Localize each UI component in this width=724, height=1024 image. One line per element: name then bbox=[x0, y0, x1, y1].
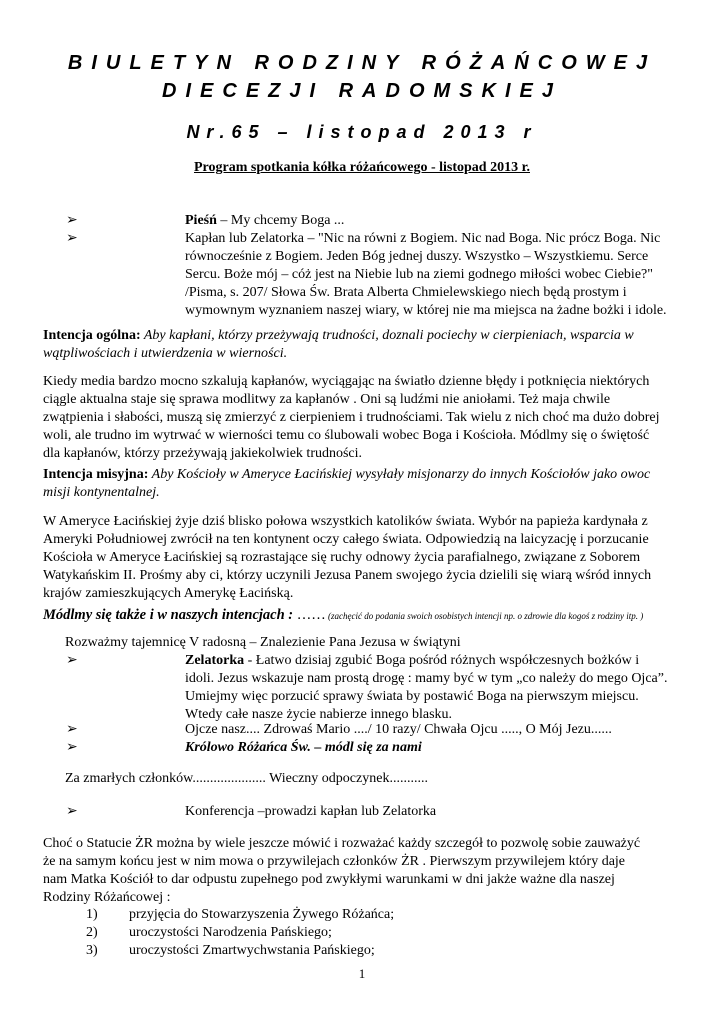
paragraph-line: nam Matka Kościół to dar odpustu zupełnego pod zwykłymi warunkami w dni jakże ważne dla naszej bbox=[43, 872, 615, 887]
zelatorka-block bbox=[185, 652, 695, 724]
list-number: 1) bbox=[86, 907, 98, 922]
mission-intention bbox=[43, 466, 688, 502]
mission-intention-text: Aby Kościoły w Ameryce Łacińskiej wysyłały misjonarzy do innych Kościołów jako owoc bbox=[148, 467, 651, 482]
own-intentions-note: (zachęcić do podania swoich osobistych intencji np. o zdrowie dla kogoś z rodziny itp. ) bbox=[325, 611, 644, 621]
reading-line: wymownym wyznaniem naszej wiary, w której nie ma miejsca na żadne bożki i idole. bbox=[185, 303, 667, 318]
statute-paragraph bbox=[43, 835, 688, 907]
bullet-arrow-icon: ➢ bbox=[66, 722, 78, 737]
own-intentions bbox=[43, 606, 688, 625]
paragraph-line: Watykańskim II. Prośmy aby ci, którzy uczynili Jezusa Panem swojego życia dzielili się wiarą wśród innych bbox=[43, 568, 652, 583]
zelatorka-text: - Łatwo dzisiaj zgubić Boga pośród różnych współczesnych bożków i bbox=[244, 653, 640, 668]
deceased-line: Za zmarłych członków..................... Wieczny odpoczynek........... bbox=[65, 771, 428, 786]
paragraph-line: woli, ale trudno im wytrwać w wierności temu co ślubowali wobec Boga i Kościoła. Módlmy się o świętość bbox=[43, 428, 650, 443]
reading-block bbox=[185, 230, 695, 320]
song-line bbox=[185, 212, 344, 230]
conference-line: Konferencja –prowadzi kapłan lub Zelatorka bbox=[185, 804, 437, 819]
list-item: przyjęcia do Stowarzyszenia Żywego Różańca; bbox=[129, 907, 395, 922]
bulletin-title-line1: BIULETYN RODZINY RÓŻAŃCOWEJ bbox=[67, 52, 657, 74]
reading-line: Sercu. Boże mój – cóż jest na Niebie lub na ziemi godnego miłości wobec Ciebie?" bbox=[185, 267, 653, 282]
zelatorka-line: idoli. Jezus wskazuje nam prostą drogę : mamy być w tym „co należy do mego Ojca”. bbox=[185, 671, 668, 686]
bullet-arrow-icon: ➢ bbox=[66, 213, 78, 228]
reading-line: Kapłan lub Zelatorka – "Nic na równi z Bogiem. Nic nad Boga. Nic prócz Boga. Nic bbox=[185, 231, 661, 246]
paragraph-line: Choć o Statucie ŻR można by wiele jeszcze mówić i rozważać każdy szczegół to pozwolę sobie zauważyć bbox=[43, 836, 641, 851]
list-number: 2) bbox=[86, 925, 98, 940]
mission-intention-text-cont: misji kontynentalnej. bbox=[43, 485, 160, 500]
song-label: Pieśń bbox=[185, 213, 217, 228]
own-intentions-label: Módlmy się także i w naszych intencjach : bbox=[43, 607, 297, 623]
paragraph-line: Rodziny Różańcowej : bbox=[43, 890, 171, 905]
general-intention-text-cont: wątpliwościach i utwierdzenia w wierności. bbox=[43, 346, 288, 361]
paragraph-line: Kiedy media bardzo mocno szkalują kapłanów, wyciągając na światło dzienne błędy i potknięcia niektórych bbox=[43, 374, 650, 389]
general-intention-label: Intencja ogólna: bbox=[43, 328, 141, 343]
paragraph-line: krajów zamieszkujących Amerykę Łacińską. bbox=[43, 586, 294, 601]
mystery-intro: Rozważmy tajemnicę V radosną – Znalezienie Pana Jezusa w świątyni bbox=[65, 635, 461, 650]
zelatorka-line: Umiejmy więc porzucić sprawy świata by postawić Boga na pierwszym miejscu. bbox=[185, 689, 639, 704]
prayers-line: Ojcze nasz.... Zdrowaś Mario ..../ 10 razy/ Chwała Ojcu ....., O Mój Jezu...... bbox=[185, 722, 612, 737]
paragraph-line: W Ameryce Łacińskiej żyje dziś blisko połowa wszystkich katolików świata. Wybór na papieża kardynała z bbox=[43, 514, 648, 529]
list-number: 3) bbox=[86, 943, 98, 958]
bullet-arrow-icon: ➢ bbox=[66, 740, 78, 755]
program-title: Program spotkania kółka różańcowego - listopad 2013 r. bbox=[193, 160, 530, 175]
paragraph-line: Kościoła w Ameryce Łacińskiej są rozrastające się ruchy odnowy życia parafialnego, związane z Soborem bbox=[43, 550, 641, 565]
zelatorka-label: Zelatorka bbox=[185, 653, 245, 668]
paragraph-line: zwątpienia i słabości, muszą się zmierzyć z cierpieniem i trudnościami. Tak wielu z nich choć ma dużo dobrej bbox=[43, 410, 660, 425]
queen-invocation: Królowo Różańca Św. – módl się za nami bbox=[185, 740, 422, 755]
mission-intention-paragraph bbox=[43, 513, 688, 603]
reading-line: równocześnie z Bogiem. Jeden Bóg jednej duszy. Wszystko – Wszystkiemu. Serce bbox=[185, 249, 649, 264]
bullet-arrow-icon: ➢ bbox=[66, 653, 78, 668]
paragraph-line: że na samym końcu jest w nim mowa o przywilejach członków ŻR . Pierwszym przywilejem który daje bbox=[43, 854, 626, 869]
paragraph-line: Ameryki Południowej zwrócił na ten kontynent oczy całego świata. Odpowiedzią na laicyzację i porzucanie bbox=[43, 532, 649, 547]
bulletin-title-line2: DIECEZJI RADOMSKIEJ bbox=[162, 80, 562, 102]
own-intentions-dots: …… bbox=[296, 607, 326, 623]
bullet-arrow-icon: ➢ bbox=[66, 804, 78, 819]
paragraph-line: ciągle aktualna staje się sprawa modlitwy za kapłanów . Oni są ludźmi nie aniołami. Też maja chwile bbox=[43, 392, 611, 407]
mission-intention-label: Intencja misyjna: bbox=[43, 467, 149, 482]
bullet-arrow-icon: ➢ bbox=[66, 231, 78, 246]
general-intention-paragraph bbox=[43, 373, 688, 463]
list-item: uroczystości Narodzenia Pańskiego; bbox=[129, 925, 332, 940]
zelatorka-line: Wtedy całe nasze życie nabierze innego blasku. bbox=[185, 707, 453, 722]
general-intention-text: Aby kapłani, którzy przeżywają trudności, doznali pociechy w cierpieniach, wsparcia w bbox=[140, 328, 634, 343]
paragraph-line: dla kapłanów, którzy przeżywają jakiekolwiek trudności. bbox=[43, 446, 363, 461]
issue-number: Nr.65 – listopad 2013 r bbox=[186, 122, 538, 142]
reading-line: /Pisma, s. 207/ Słowa Św. Brata Alberta Chmielewskiego niech będą prostym i bbox=[185, 285, 627, 300]
general-intention bbox=[43, 327, 688, 363]
list-item: uroczystości Zmartwychwstania Pańskiego; bbox=[129, 943, 375, 958]
song-text: – My chcemy Boga ... bbox=[216, 213, 345, 228]
page-number: 1 bbox=[358, 966, 366, 981]
